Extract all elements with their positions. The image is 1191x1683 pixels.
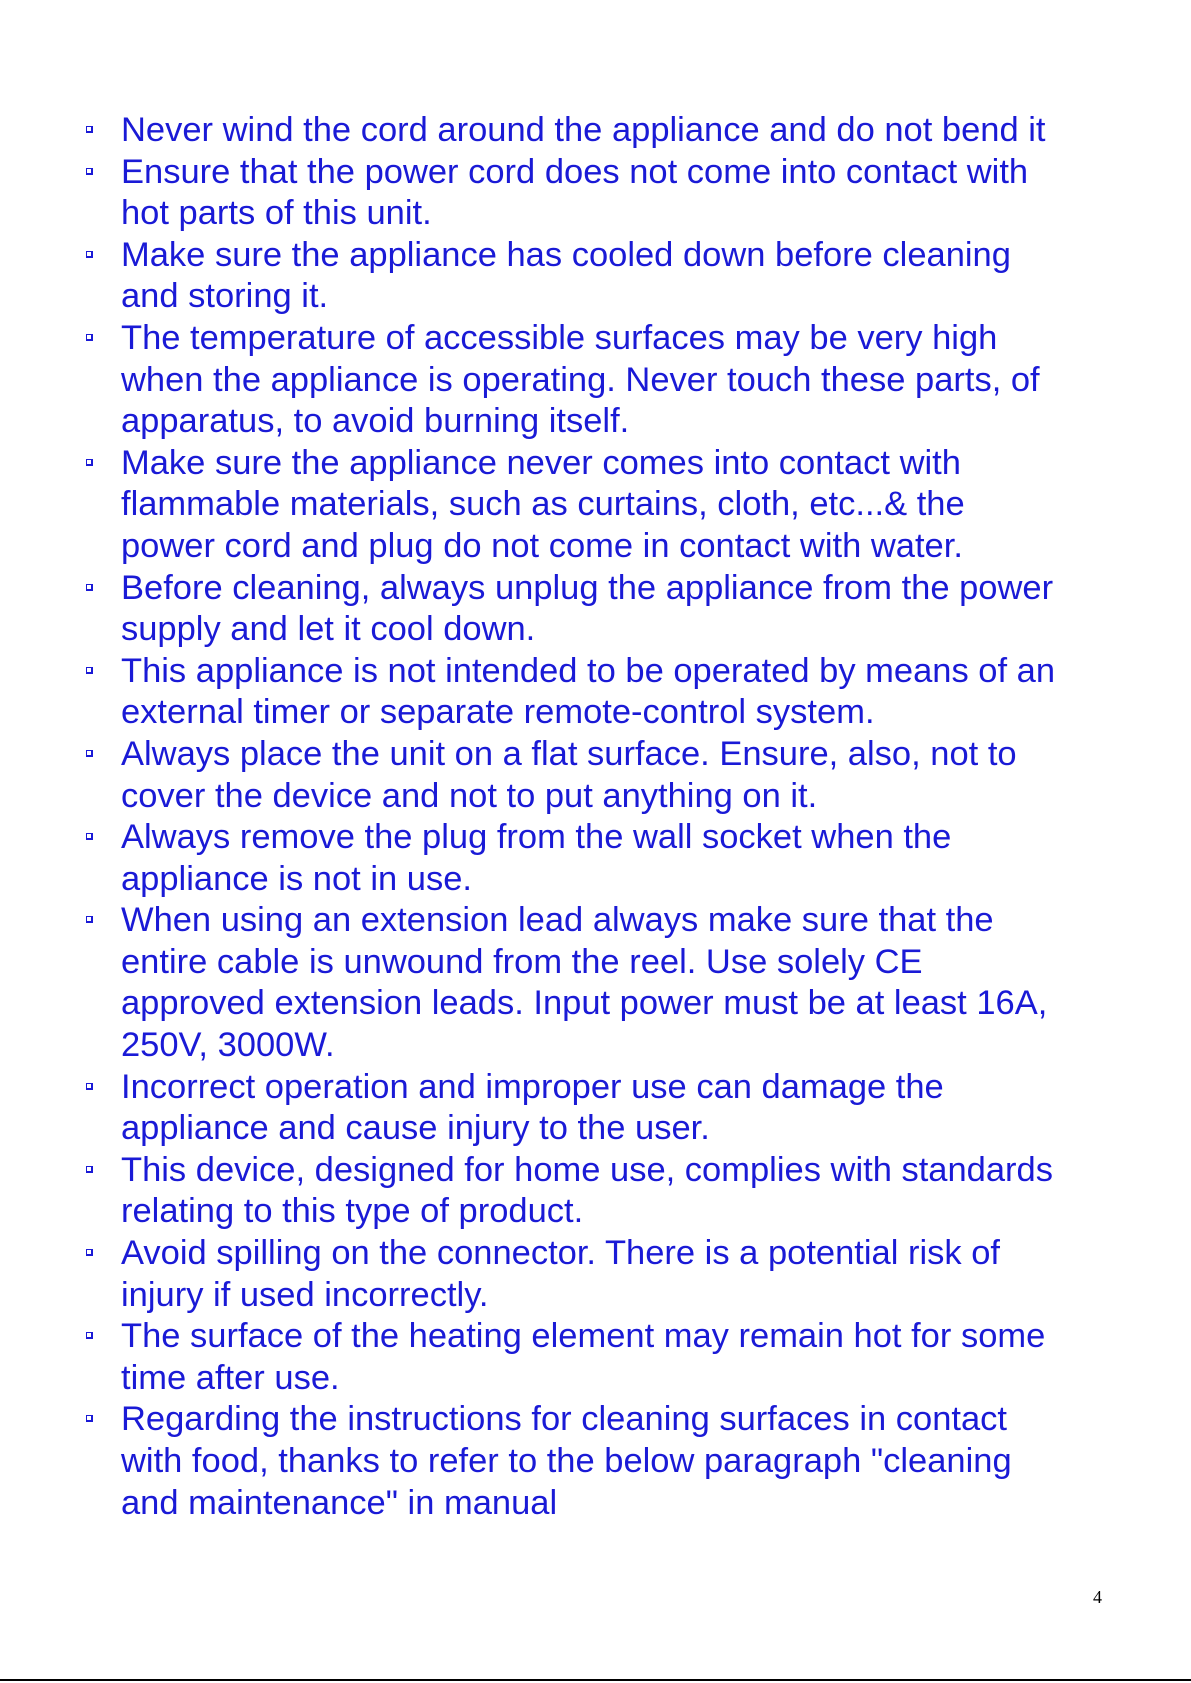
list-item-text: Regarding the instructions for cleaning surfaces in contact with food, thanks to refer to the below paragraph "cleaning and maintenance" in manual	[121, 1400, 1012, 1522]
square-bullet-icon	[86, 750, 93, 757]
list-item-text: This device, designed for home use, complies with standards relating to this type of product.	[121, 1150, 1053, 1231]
list-item-text: Make sure the appliance never comes into contact with flammable materials, such as curtains, cloth, etc...& the power cord and plug do not come in contact with water.	[121, 443, 965, 565]
list-item-text: Before cleaning, always unplug the appliance from the power supply and let it cool down.	[121, 568, 1054, 649]
list-item	[86, 734, 1126, 817]
square-bullet-icon	[86, 1332, 93, 1339]
list-item	[86, 1399, 1126, 1524]
square-bullet-icon	[86, 667, 93, 674]
list-item-text: The surface of the heating element may remain hot for some time after use.	[121, 1317, 1046, 1397]
list-item-text: Make sure the appliance has cooled down before cleaning and storing it.	[121, 235, 1011, 316]
list-item	[86, 318, 1126, 443]
bottom-divider	[0, 1679, 1191, 1681]
list-item	[86, 152, 1126, 235]
list-item-text: Avoid spilling on the connector. There is a potential risk of injury if used incorrectly.	[121, 1234, 1000, 1314]
list-item-text: Always remove the plug from the wall socket when the appliance is not in use.	[121, 818, 952, 898]
square-bullet-icon	[86, 1249, 93, 1256]
list-item	[86, 1316, 1126, 1399]
square-bullet-icon	[86, 459, 93, 466]
list-item-text: This appliance is not intended to be operated by means of an external timer or separate remote-control system.	[121, 651, 1056, 732]
square-bullet-icon	[86, 168, 93, 175]
list-item-text: When using an extension lead always make sure that the entire cable is unwound from the reel. Use solely CE approved extension leads. Input power must be at least 16A, 250V, 3000W.	[121, 901, 1048, 1065]
square-bullet-icon	[86, 1166, 93, 1173]
square-bullet-icon	[86, 1415, 93, 1422]
square-bullet-icon	[86, 334, 93, 341]
list-item	[86, 817, 1126, 900]
list-item-text: Ensure that the power cord does not come into contact with hot parts of this unit.	[121, 152, 1029, 233]
square-bullet-icon	[86, 126, 93, 133]
list-item	[86, 443, 1126, 568]
list-item	[86, 900, 1126, 1066]
square-bullet-icon	[86, 916, 93, 923]
list-item	[86, 235, 1126, 318]
list-item-text: The temperature of accessible surfaces may be very high when the appliance is operating. Never touch these parts, of apparatus, to avoid burning itself.	[121, 318, 1040, 441]
list-item-text: Always place the unit on a flat surface. Ensure, also, not to cover the device and not to put anything on it.	[121, 734, 1017, 815]
square-bullet-icon	[86, 251, 93, 258]
list-item	[86, 1150, 1126, 1233]
list-item	[86, 651, 1126, 734]
list-item-text: Never wind the cord around the appliance and do not bend it	[121, 111, 1046, 149]
list-item	[86, 1233, 1126, 1316]
list-item-text: Incorrect operation and improper use can damage the appliance and cause injury to the user.	[121, 1067, 944, 1148]
square-bullet-icon	[86, 584, 93, 591]
square-bullet-icon	[86, 833, 93, 840]
safety-instructions-list	[86, 110, 1126, 1524]
page-number: 4	[1093, 1587, 1102, 1607]
square-bullet-icon	[86, 1083, 93, 1090]
list-item	[86, 110, 1126, 152]
list-item	[86, 1067, 1126, 1150]
list-item	[86, 568, 1126, 651]
